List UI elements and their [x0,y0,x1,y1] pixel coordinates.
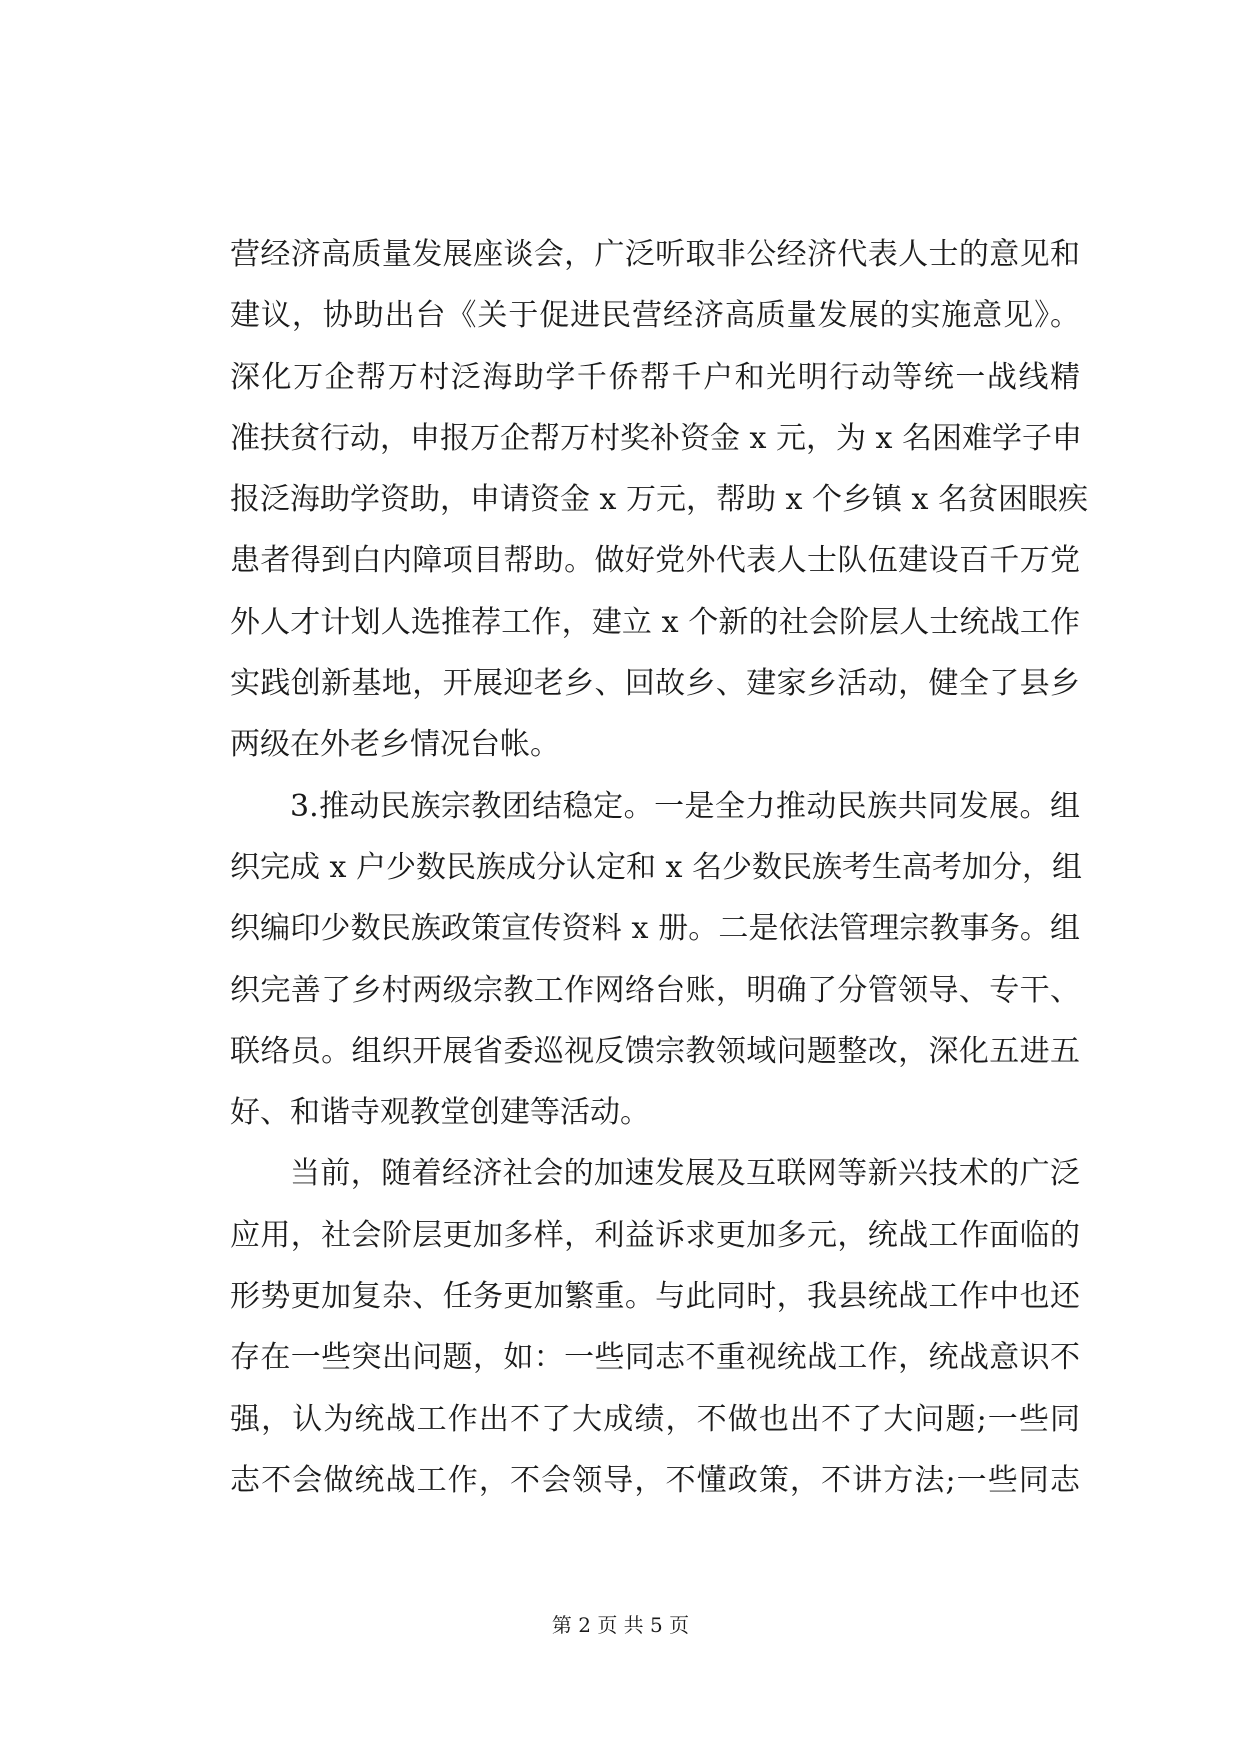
text-line: 外人才计划人选推荐工作，建立 x 个新的社会阶层人士统战工作 [230,604,1080,640]
text-line: 好、和谐寺观教堂创建等活动。 [230,1095,650,1131]
text-line: 联络员。组织开展省委巡视反馈宗教领域问题整改，深化五进五 [230,1033,1080,1069]
text-line: 深化万企帮万村泛海助学千侨帮千户和光明行动等统一战线精 [230,359,1080,395]
text-line: 建议，协助出台《关于促进民营经济高质量发展的实施意见》。 [230,298,1080,334]
text-line: 织编印少数民族政策宣传资料 x 册。二是依法管理宗教事务。组 [230,911,1080,947]
text-line: 两级在外老乡情况台帐。 [230,727,560,763]
document-body [230,224,1088,1511]
text-line: 营经济高质量发展座谈会，广泛听取非公经济代表人士的意见和 [230,237,1080,272]
page-number-footer: 第 2 页 共 5 页 [551,1613,690,1637]
text-line: 存在一些突出问题，如：一些同志不重视统战工作，统战意识不 [230,1340,1080,1376]
text-line: 当前，随着经济社会的加速发展及互联网等新兴技术的广泛 [290,1156,1080,1192]
text-line: 准扶贫行动，申报万企帮万村奖补资金 x 元，为 x 名困难学子申 [230,420,1082,456]
text-line: 实践创新基地，开展迎老乡、回故乡、建家乡活动，健全了县乡 [230,666,1080,702]
text-line: 报泛海助学资助，申请资金 x 万元，帮助 x 个乡镇 x 名贫困眼疾 [230,482,1088,518]
text-line: 患者得到白内障项目帮助。做好党外代表人士队伍建设百千万党 [230,543,1080,579]
text-line: 强，认为统战工作出不了大成绩，不做也出不了大问题;一些同 [230,1401,1080,1437]
text-line: 织完善了乡村两级宗教工作网络台账，明确了分管领导、专干、 [230,972,1080,1008]
text-line: 形势更加复杂、任务更加繁重。与此同时，我县统战工作中也还 [230,1279,1080,1315]
text-line: 应用，社会阶层更加多样，利益诉求更加多元，统战工作面临的 [230,1217,1080,1253]
text-line: 3.推动民族宗教团结稳定。一是全力推动民族共同发展。组 [290,788,1080,824]
text-line: 志不会做统战工作，不会领导，不懂政策，不讲方法;一些同志 [230,1462,1080,1498]
text-line: 织完成 x 户少数民族成分认定和 x 名少数民族考生高考加分，组 [230,849,1082,885]
